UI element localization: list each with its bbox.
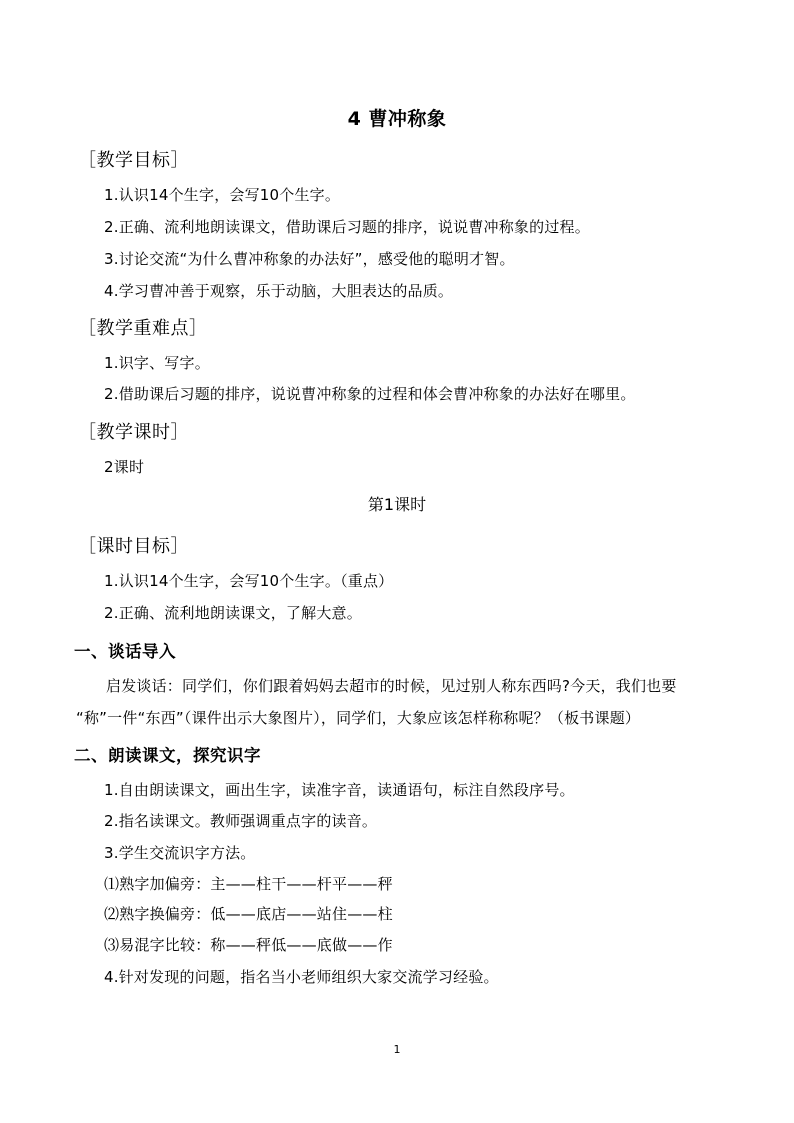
teaching-periods-value: 2课时 — [104, 458, 145, 476]
step-item: 1.自由朗读课文，画出生字，读准字音，读通语句，标注自然段序号。 — [104, 781, 575, 799]
step-item: 2.指名读课文。教师强调重点字的读音。 — [104, 812, 378, 830]
step-subitem: ⑵熟字换偏旁：低——底店——站住——柱 — [104, 905, 393, 923]
step-subitem: ⑶易混字比较：称——秤低——底做——作 — [104, 936, 393, 954]
key-difficulty-item: 1.识字、写字。 — [104, 354, 210, 372]
document-title: 4 曹冲称象 — [347, 108, 447, 130]
key-difficulties-heading: ［教学重难点］ — [78, 318, 208, 339]
step-item: 3.学生交流识字方法。 — [104, 844, 256, 862]
page-number: 1 — [393, 1043, 401, 1056]
step-item: 4.针对发现的问题，指名当小老师组织大家交流学习经验。 — [104, 968, 499, 986]
lesson-goal-item: 2.正确、流利地朗读课文，了解大意。 — [104, 604, 362, 622]
teaching-goal-item: 1.认识14个生字，会写10个生字。 — [104, 186, 341, 204]
teaching-periods-heading: ［教学课时］ — [78, 422, 189, 443]
teaching-goal-item: 3.讨论交流“为什么曹冲称象的办法好”，感受他的聪明才智。 — [104, 250, 515, 268]
paragraph-line: “称”一件“东西”（课件出示大象图片），同学们，大象应该怎样称称呢？（板书课题） — [76, 709, 641, 727]
key-difficulty-item: 2.借助课后习题的排序，说说曹冲称象的过程和体会曹冲称象的办法好在哪里。 — [104, 385, 636, 403]
teaching-goals-heading: ［教学目标］ — [78, 150, 189, 171]
section-heading: 二、朗读课文，探究识字 — [74, 746, 261, 765]
lesson-title: 第1课时 — [367, 495, 427, 514]
paragraph-line: 启发谈话：同学们，你们跟着妈妈去超市的时候，见过别人称东西吗?今天，我们也要 — [106, 677, 677, 695]
lesson-goals-heading: ［课时目标］ — [78, 536, 189, 557]
teaching-goal-item: 4.学习曹冲善于观察，乐于动脑，大胆表达的品质。 — [104, 282, 454, 300]
section-heading: 一、谈话导入 — [74, 642, 176, 661]
teaching-goal-item: 2.正确、流利地朗读课文，借助课后习题的排序，说说曹冲称象的过程。 — [104, 218, 590, 236]
step-subitem: ⑴熟字加偏旁：主——柱干——杆平——秤 — [104, 875, 393, 893]
lesson-goal-item: 1.认识14个生字，会写10个生字。（重点） — [104, 572, 394, 590]
